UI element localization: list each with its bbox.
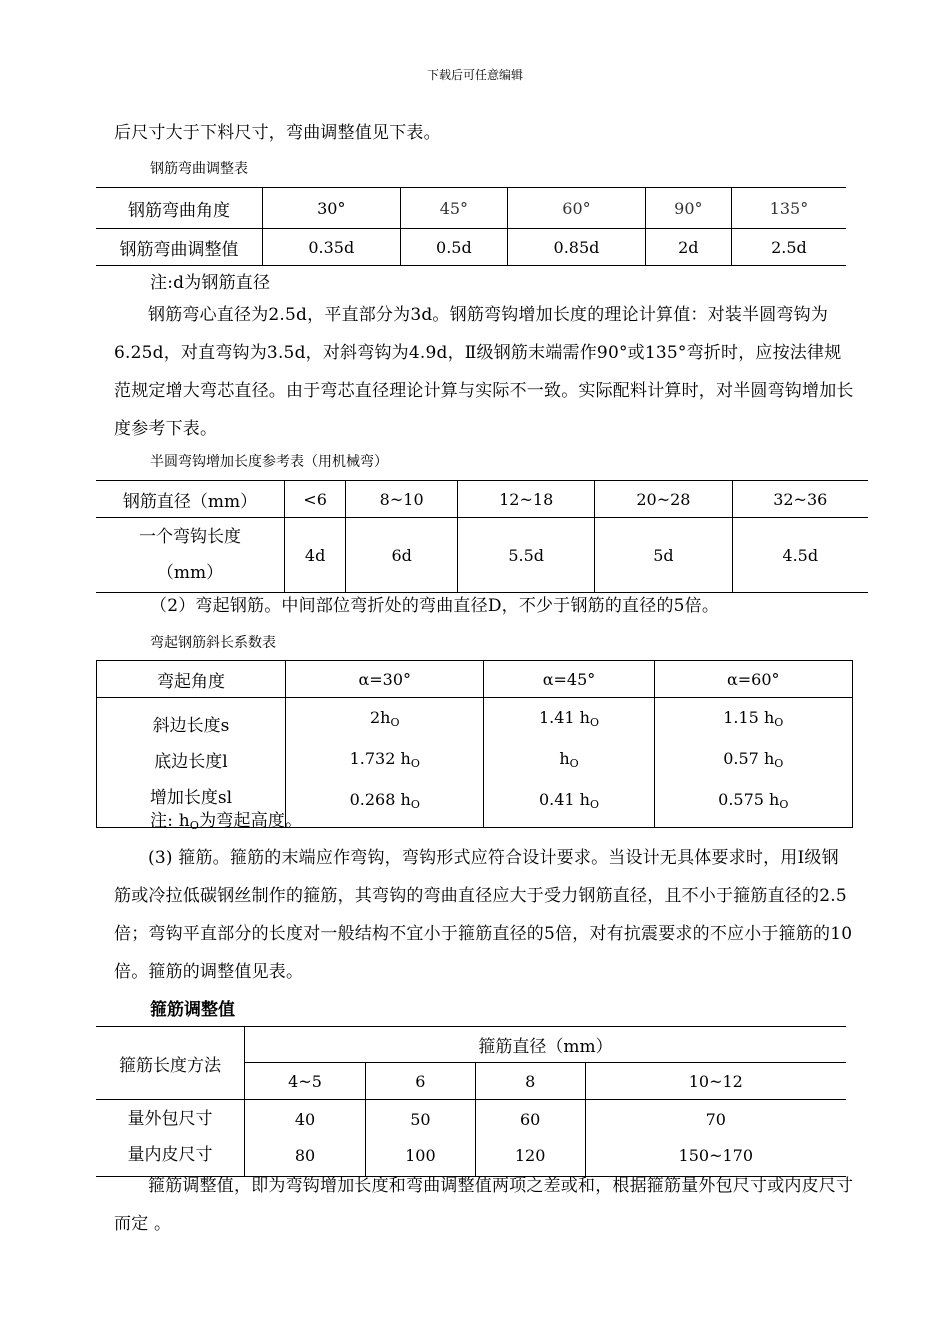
length-cell: 5.5d <box>458 518 595 593</box>
header-stirrup-diameter: 箍筋直径（mm） <box>478 1037 613 1057</box>
paragraph-3: （2）弯起钢筋。中间部位弯折处的弯曲直径D，不少于钢筋的直径的5倍。 <box>150 596 720 616</box>
value-cell: 0.85d <box>508 229 646 266</box>
diameter-cell: <6 <box>285 481 346 518</box>
stirrup-value: 50 <box>410 1110 431 1129</box>
length-cell: 4.5d <box>782 545 819 565</box>
table-3-caption: 弯起钢筋斜长系数表 <box>150 635 276 651</box>
diameter-header-cell: 8 <box>475 1063 585 1100</box>
diameter-header-cell: 6 <box>365 1063 475 1100</box>
angle-cell: 45° <box>400 188 508 229</box>
stirrup-col <box>245 1100 366 1177</box>
stirrup-col <box>585 1100 846 1177</box>
table-4-caption: 箍筋调整值 <box>150 1000 235 1020</box>
value-cell: 0.5d <box>400 229 508 266</box>
row-label-base: 底边长度l <box>154 751 228 772</box>
stirrup-value: 80 <box>294 1146 316 1165</box>
row-label-adjust: 钢筋弯曲调整值 <box>96 229 263 266</box>
angle-cell: 60° <box>508 188 646 229</box>
coefficient-value: 1.41 $h_O$ <box>538 708 600 729</box>
diameter-cell: 20~28 <box>595 481 732 518</box>
header-bend-angle: 弯起角度 <box>97 661 286 698</box>
hook-length-label-line1: 一个弯钩长度 <box>139 527 241 547</box>
angle-cell: 30° <box>263 188 401 229</box>
coefficient-value: 1.15 $h_O$ <box>723 708 784 729</box>
coefficient-value: 0.41 $h_O$ <box>538 790 600 811</box>
diameter-cell: 12~18 <box>458 481 595 518</box>
coefficient-value: 0.57 $h_O$ <box>723 749 784 770</box>
row-label-hypotenuse: 斜边长度s <box>152 715 230 736</box>
coefficient-value: $h_O$ <box>559 749 579 770</box>
diameter-header-cell: 4~5 <box>245 1063 366 1100</box>
stirrup-value: 70 <box>705 1110 726 1129</box>
paragraph-5: 箍筋调整值，即为弯钩增加长度和弯曲调整值两项之差或和，根据箍筋量外包尺寸或内皮尺寸而定 。 <box>114 1176 854 1234</box>
stirrup-value: 100 <box>405 1146 436 1165</box>
value-cell: 2.5d <box>771 237 807 257</box>
length-cell: 6d <box>346 518 458 593</box>
page-header: 下载后可任意编辑 <box>426 68 523 82</box>
table-2-caption: 半圆弯钩增加长度参考表（用机械弯） <box>150 454 388 470</box>
coefficient-value: $2h_O$ <box>369 708 400 729</box>
alpha-header: α=60° <box>726 669 780 689</box>
note-1: 注:d为钢筋直径 <box>150 273 271 293</box>
stirrup-col <box>475 1100 585 1177</box>
angle-cell: 135° <box>769 198 809 218</box>
diameter-cell: 8~10 <box>346 481 458 518</box>
paragraph-1: 后尺寸大于下料尺寸，弯曲调整值见下表。 <box>114 123 441 143</box>
table-1-caption: 钢筋弯曲调整表 <box>150 161 248 177</box>
paragraph-4: (3) 箍筋。箍筋的末端应作弯钩，弯钩形式应符合设计要求。当设计无具体要求时，用Ⅰ级钢筋或冷拉低碳钢丝制作的箍筋，其弯钩的弯曲直径应大于受力钢筋直径，且不小于箍筋直径的2.5倍；弯钩平直部分的长度对一般结构不宜小于箍筋直径的5倍，对有抗震要求的不应小于箍筋的10倍。箍筋的调整值见表。 <box>114 848 853 982</box>
length-cell: 4d <box>285 518 346 593</box>
value-cell: 2d <box>645 229 731 266</box>
stirrup-value: 120 <box>514 1146 546 1165</box>
stirrup-col <box>365 1100 475 1177</box>
bend-adjustment-table <box>96 187 846 266</box>
stirrup-adjustment-table <box>96 1026 846 1177</box>
row-label-diameter: 钢筋直径（mm） <box>96 481 285 518</box>
alpha-header: α=45° <box>484 661 654 698</box>
row-label-inner: 量内皮尺寸 <box>127 1145 213 1165</box>
coefficient-value: 0.268 $h_O$ <box>349 790 420 811</box>
diameter-cell: 32~36 <box>773 489 828 509</box>
semicircle-hook-table <box>96 480 868 593</box>
hook-length-label-line2: （mm） <box>156 563 224 583</box>
alpha-header: α=30° <box>286 661 484 698</box>
stirrup-value: 40 <box>294 1110 316 1129</box>
stirrup-value: 60 <box>519 1110 541 1129</box>
stirrup-row-labels <box>96 1100 245 1177</box>
paragraph-2: 钢筋弯心直径为2.5d，平直部分为3d。钢筋弯钩增加长度的理论计算值：对装半圆弯钩为6.25d，对直弯钩为3.5d，对斜弯钩为4.9d，Ⅱ级钢筋末端需作90°或135°弯折时，应按法律规范规定增大弯芯直径。由于弯芯直径理论计算与实际不一致。实际配料计算时，对半圆弯钩增加长度参考下表。 <box>114 305 854 439</box>
diameter-header-cell: 10~12 <box>688 1071 743 1091</box>
row-label-outer: 量外包尺寸 <box>127 1109 213 1129</box>
length-cell: 5d <box>595 518 732 593</box>
row-label-increase: 增加长度sl <box>149 787 233 808</box>
note-3: 注: $h_O$为弯起高度。 <box>150 811 303 832</box>
row-label-hook-length <box>96 518 285 593</box>
coefficient-value: 0.575 $h_O$ <box>718 790 789 811</box>
stirrup-value: 150~170 <box>678 1146 754 1165</box>
angle-cell: 90° <box>645 188 731 229</box>
coefficient-value: 1.732 $h_O$ <box>349 749 420 770</box>
header-method: 箍筋长度方法 <box>96 1027 245 1100</box>
value-cell: 0.35d <box>263 229 401 266</box>
row-label-angle: 钢筋弯曲角度 <box>96 188 263 229</box>
